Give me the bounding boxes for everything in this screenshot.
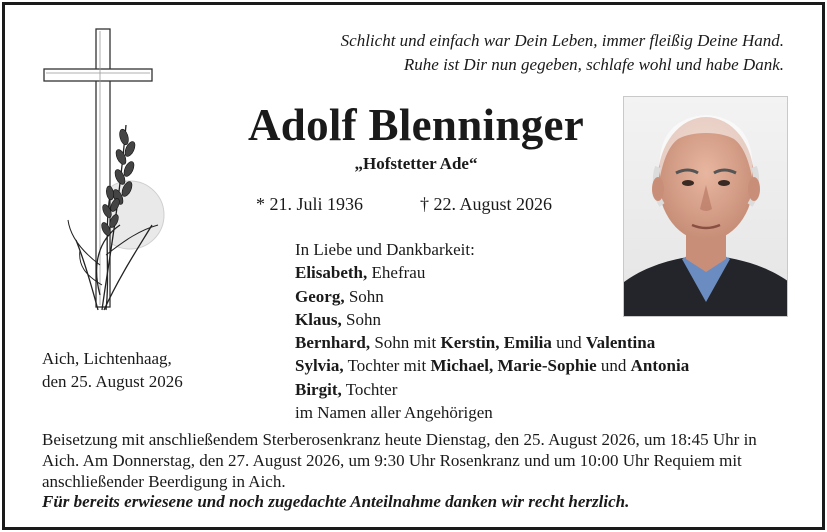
- date-line: den 25. August 2026: [42, 372, 183, 391]
- death-date: † 22. August 2026: [420, 194, 553, 214]
- cross-with-wheat-icon: [40, 25, 165, 315]
- family-member: Bernhard, Sohn mit Kerstin, Emilia und Valentina: [295, 333, 656, 353]
- deceased-name: Adolf Blenninger: [247, 100, 585, 150]
- family-list: [295, 238, 689, 424]
- place-date: [42, 347, 183, 393]
- family-intro: In Liebe und Dankbarkeit:: [295, 240, 475, 259]
- family-member: Sylvia, Tochter mit Michael, Marie-Sophie und Antonia: [295, 356, 690, 376]
- place-line: Aich, Lichtenhaag,: [42, 349, 172, 368]
- thanks-line: Für bereits erwiesene und noch zugedachte Anteilnahme danken wir recht herzlich.: [42, 492, 630, 511]
- motto-line-2: Ruhe ist Dir nun gegeben, schlafe wohl und habe Dank.: [403, 55, 784, 74]
- funeral-details: Beisetzung mit anschließendem Sterberosenkranz heute Dienstag, den 25. August 2026, um 18:45 Uhr in Aich. Am Donnerstag, den 27. August 2026, um 9:30 Uhr Rosenkranz und um 10:00 Uhr Requiem mit anschließender Beerdigung in Aich.: [42, 430, 757, 491]
- birth-date: * 21. Juli 1936: [256, 194, 364, 214]
- family-closing: im Namen aller Angehörigen: [295, 403, 493, 423]
- deceased-nickname: „Hofstetter Ade“: [354, 154, 478, 173]
- family-member: Elisabeth, Ehefrau: [295, 263, 426, 283]
- motto-line-1: Schlicht und einfach war Dein Leben, immer fleißig Deine Hand.: [340, 31, 784, 50]
- family-member: Birgit, Tochter: [295, 379, 398, 399]
- family-member: Klaus, Sohn: [295, 309, 381, 329]
- family-member: Georg, Sohn: [295, 286, 384, 306]
- obituary-notice: [2, 2, 825, 530]
